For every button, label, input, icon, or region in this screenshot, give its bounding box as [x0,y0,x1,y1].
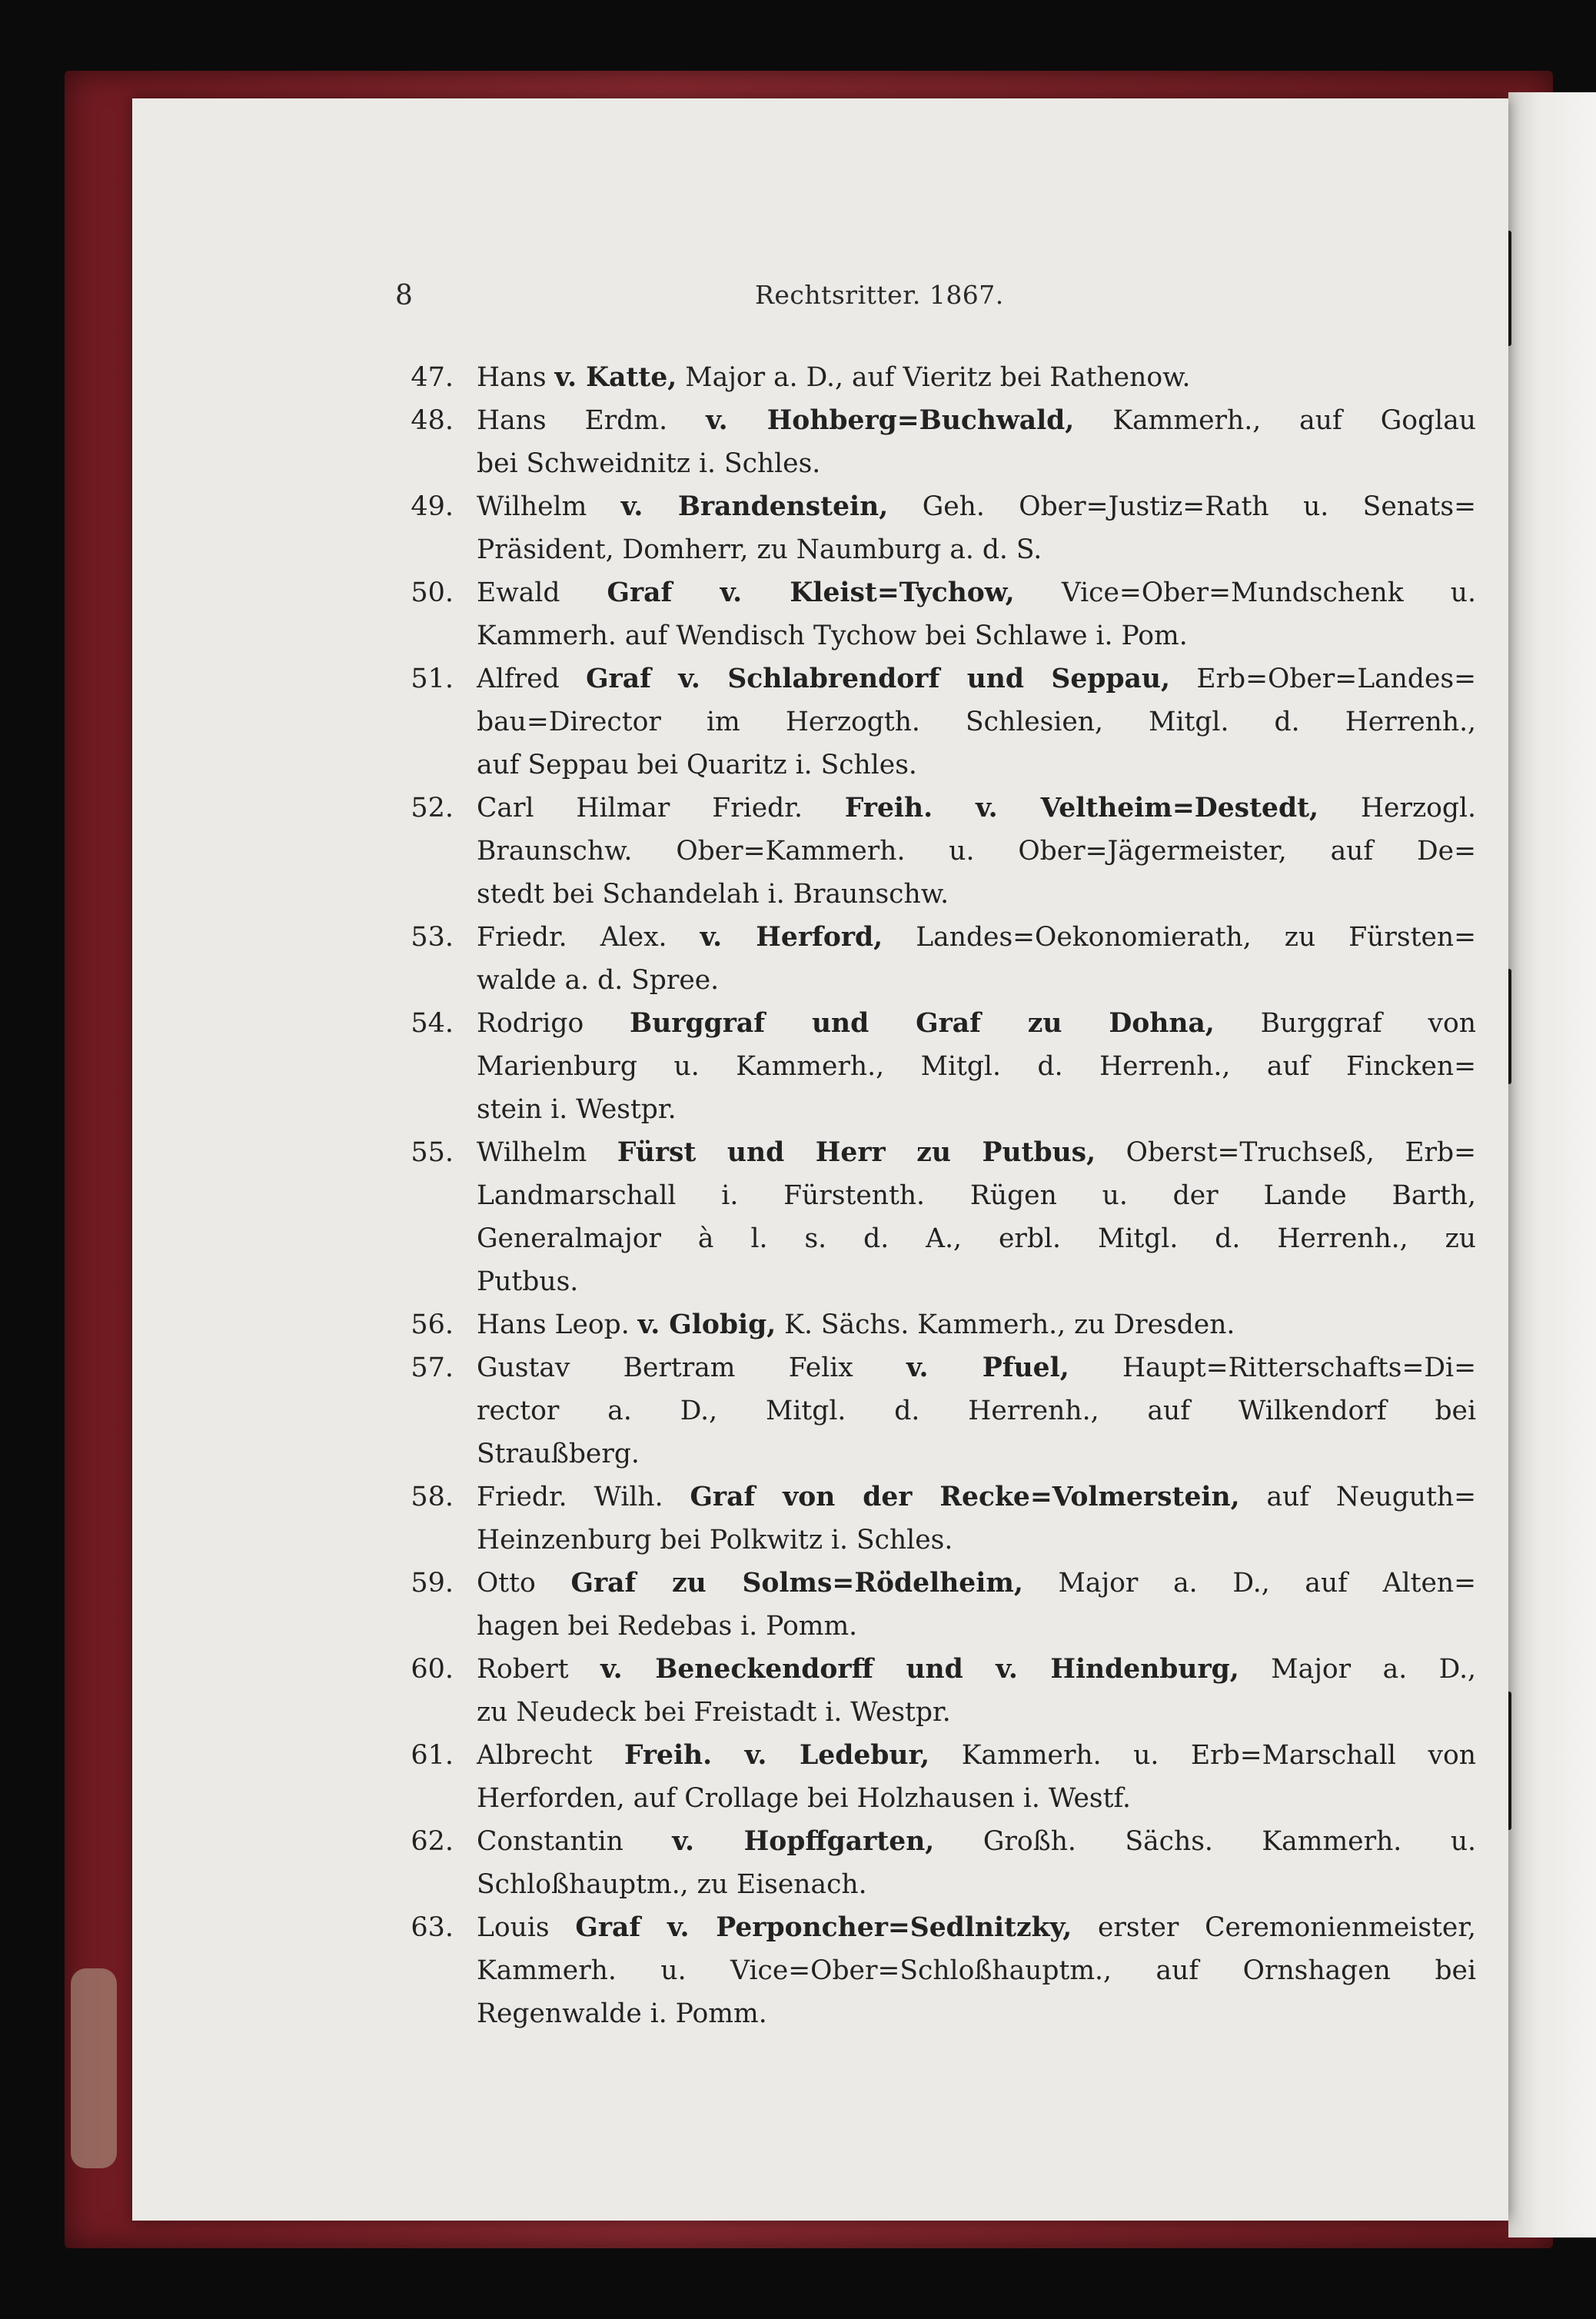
book-page [132,98,1508,2221]
entry-line [477,1002,1476,1045]
entry-text: Rodrigo [477,1008,630,1039]
person-name: v. Globig, [637,1309,776,1340]
entry-text: rector a. D., Mitgl. d. Herrenh., auf Wilkendorf bei [477,1396,1476,1426]
entry-line [477,1777,1476,1820]
entry-text: Constantin [477,1826,673,1857]
entry-text: Putbus. [477,1266,579,1297]
entry-line [477,1562,1476,1605]
entry-text: Wilhelm [477,1137,617,1168]
person-name: Graf v. Kleist=Tychow, [607,577,1015,608]
entry-line [477,787,1476,830]
entry-line [477,1217,1476,1260]
entry-text: Major a. D., auf Alten= [1022,1568,1477,1599]
person-name: v. Herford, [700,922,883,953]
entry-number: 60. [411,1654,454,1685]
entry-text: Friedr. Alex. [477,922,700,953]
entry-number: 51. [411,664,454,694]
entry-line [477,1346,1476,1389]
entry-number: 55. [411,1137,454,1168]
list-item [377,356,1476,399]
list-item [377,657,1476,787]
list-item [377,571,1476,657]
entry-number: 62. [411,1826,454,1857]
entry-text: Kammerh. u. Erb=Marschall von [929,1740,1476,1771]
entry-text: zu Neudeck bei Freistadt i. Westpr. [477,1697,951,1728]
entry-line [477,1648,1476,1691]
entry-number: 49. [411,491,454,522]
entry-number: 48. [411,405,454,436]
person-name: v. Hohberg=Buchwald, [706,405,1075,436]
person-name: v. Pfuel, [906,1352,1069,1383]
entry-text: Haupt=Ritterschafts=Di= [1069,1352,1476,1383]
entry-line [477,528,1476,571]
person-name: v. Katte, [554,362,677,393]
entry-text: Major a. D., auf Vieritz bei Rathenow. [677,362,1191,393]
entry-text: Braunschw. Ober=Kammerh. u. Ober=Jägermeister, auf De= [477,836,1476,867]
entry-text: Heinzenburg bei Polkwitz i. Schles. [477,1525,953,1555]
entry-text: Herforden, auf Crollage bei Holzhausen i. Westf. [477,1783,1131,1814]
entry-text: erster Ceremonienmeister, [1072,1912,1476,1943]
entry-text: Präsident, Domherr, zu Naumburg a. d. S. [477,534,1042,565]
entry-line [477,1303,1476,1346]
entry-number: 58. [411,1482,454,1512]
person-name: Freih. v. Ledebur, [623,1740,930,1771]
entry-text: Marienburg u. Kammerh., Mitgl. d. Herrenh., auf Fincken= [477,1051,1476,1082]
person-name: v. Beneckendorff und v. Hindenburg, [600,1654,1239,1685]
entry-text: Louis [477,1912,576,1943]
entry-line [477,1476,1476,1519]
facing-page-edge [1508,92,1596,2237]
entry-number: 47. [411,362,454,393]
list-item [377,1648,1476,1734]
running-head: Rechtsritter. 1867. [755,280,1004,310]
entry-number: 61. [411,1740,454,1771]
entry-number: 54. [411,1008,454,1039]
entry-line [477,356,1476,399]
entry-line [477,571,1476,614]
entry-text: Robert [477,1654,601,1685]
list-item [377,1906,1476,2035]
entry-line [477,1949,1476,1992]
list-item [377,1476,1476,1562]
entry-text: Erb=Ober=Landes= [1169,664,1477,694]
entry-line [477,1131,1476,1174]
entry-line [477,700,1476,744]
entry-text: Major a. D., [1239,1654,1477,1685]
entry-text: Burggraf von [1214,1008,1476,1039]
entry-line [477,1432,1476,1476]
entry-text: Straußberg. [477,1439,640,1469]
entry-text: Oberst=Truchseß, Erb= [1096,1137,1476,1168]
entry-text: Landes=Oekonomierath, zu Fürsten= [883,922,1477,953]
entry-line [477,744,1476,787]
entry-text: walde a. d. Spree. [477,965,720,996]
entry-text: Kammerh. auf Wendisch Tychow bei Schlawe i. Pom. [477,621,1188,651]
entry-number: 52. [411,793,454,823]
entry-line [477,614,1476,657]
person-name: Graf von der Recke=Volmerstein, [690,1482,1240,1512]
entry-text: Hans [477,362,555,393]
cover-wear-patch [71,1968,117,2168]
entry-text: Otto [477,1568,571,1599]
entry-line [477,1389,1476,1432]
entry-text: bau=Director im Herzogth. Schlesien, Mitgl. d. Herrenh., [477,707,1476,737]
entry-text: Schloßhauptm., zu Eisenach. [477,1869,867,1900]
entry-line [477,830,1476,873]
entry-line [477,1906,1476,1949]
entry-text: Carl Hilmar Friedr. [477,793,845,823]
entry-line [477,442,1476,485]
entry-text: Albrecht [477,1740,624,1771]
list-item [377,1346,1476,1476]
entry-text: Hans Leop. [477,1309,638,1340]
person-name: v. Brandenstein, [620,491,889,522]
entry-number: 53. [411,922,454,953]
entry-line [477,485,1476,528]
entry-text: auf Seppau bei Quaritz i. Schles. [477,750,917,780]
list-item [377,485,1476,571]
entry-line [477,657,1476,700]
entry-line [477,1519,1476,1562]
list-item [377,1562,1476,1648]
entry-line [477,1691,1476,1734]
list-item [377,399,1476,485]
entry-text: Generalmajor à l. s. d. A., erbl. Mitgl. d. Herrenh., zu [477,1223,1476,1254]
entry-text: Ewald [477,577,607,608]
entry-line [477,959,1476,1002]
entry-text: bei Schweidnitz i. Schles. [477,448,821,479]
list-item [377,1734,1476,1820]
entry-line [477,1863,1476,1906]
entry-number: 63. [411,1912,454,1943]
person-name: v. Hopffgarten, [672,1826,935,1857]
entry-line [477,1088,1476,1131]
person-name: Freih. v. Veltheim=Destedt, [844,793,1319,823]
list-item [377,1303,1476,1346]
entry-text: hagen bei Redebas i. Pomm. [477,1611,858,1642]
list-item [377,916,1476,1002]
entry-text: stein i. Westpr. [477,1094,677,1125]
entry-line [477,873,1476,916]
entry-text: Hans Erdm. [477,405,707,436]
entry-number: 59. [411,1568,454,1599]
entry-text: Regenwalde i. Pomm. [477,1998,767,2029]
entry-number: 56. [411,1309,454,1340]
list-item [377,787,1476,916]
person-name: Fürst und Herr zu Putbus, [617,1137,1096,1168]
entry-text: Gustav Bertram Felix [477,1352,906,1383]
entry-text: Alfred [477,664,587,694]
entry-text: Friedr. Wilh. [477,1482,690,1512]
entry-number: 57. [411,1352,454,1383]
entry-text: Großh. Sächs. Kammerh. u. [934,1826,1477,1857]
list-item [377,1820,1476,1906]
entry-text: Geh. Ober=Justiz=Rath u. Senats= [888,491,1477,522]
person-name: Graf v. Schlabrendorf und Seppau, [586,664,1170,694]
entry-line [477,1605,1476,1648]
person-name: Graf v. Perponcher=Sedlnitzky, [575,1912,1072,1943]
person-name: Burggraf und Graf zu Dohna, [630,1008,1215,1039]
page-header [132,280,1508,326]
person-name: Graf zu Solms=Rödelheim, [570,1568,1023,1599]
entry-text: Vice=Ober=Mundschenk u. [1014,577,1476,608]
list-item [377,1002,1476,1131]
entry-text: Wilhelm [477,491,621,522]
entry-line [477,1820,1476,1863]
entry-line [477,399,1476,442]
entry-number: 50. [411,577,454,608]
entry-text: Herzogl. [1318,793,1476,823]
entry-text: Landmarschall i. Fürstenth. Rügen u. der Lande Barth, [477,1180,1476,1211]
entry-list [377,356,1476,2035]
list-item [377,1131,1476,1303]
entry-text: stedt bei Schandelah i. Braunschw. [477,879,949,910]
page-number: 8 [395,280,413,311]
entry-line [477,916,1476,959]
entry-line [477,1260,1476,1303]
entry-line [477,1045,1476,1088]
entry-line [477,1992,1476,2035]
entry-text: Kammerh. u. Vice=Ober=Schloßhauptm., auf Ornshagen bei [477,1955,1476,1986]
entry-line [477,1174,1476,1217]
entry-text: K. Sächs. Kammerh., zu Dresden. [776,1309,1235,1340]
entry-line [477,1734,1476,1777]
entry-text: Kammerh., auf Goglau [1074,405,1476,436]
entry-text: auf Neuguth= [1239,1482,1477,1512]
